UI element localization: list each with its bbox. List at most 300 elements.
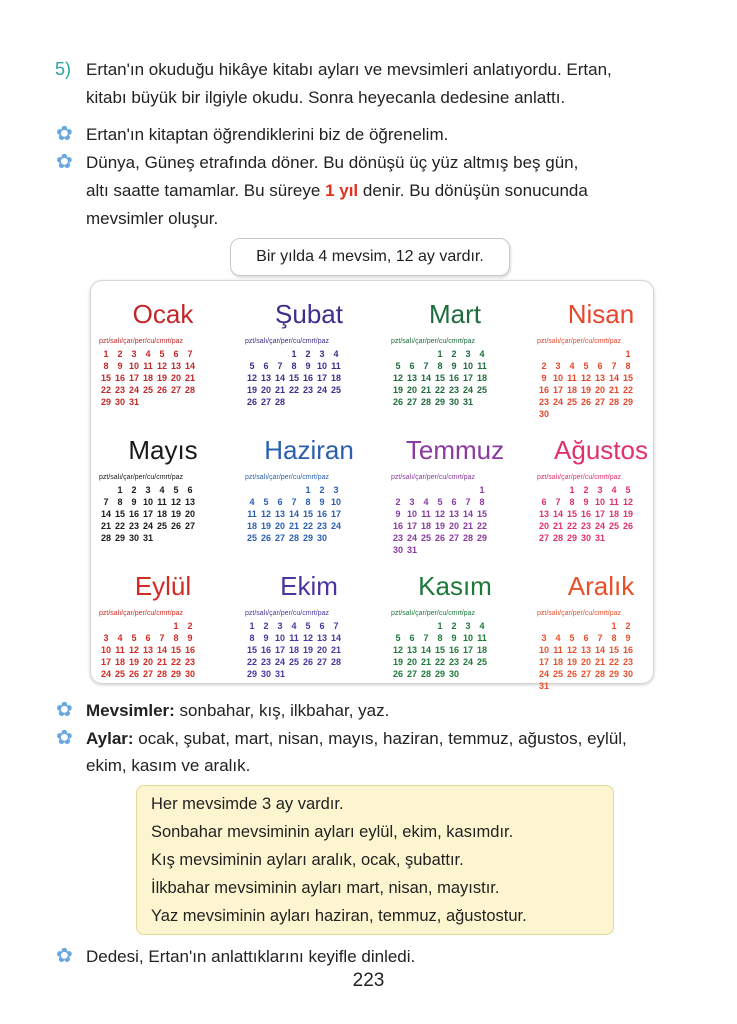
day-cell: 11 — [247, 509, 257, 519]
day-cell: 2 — [395, 497, 401, 507]
day-cell: 29 — [246, 669, 257, 679]
day-cell: 1 — [117, 485, 123, 495]
day-cell: 5 — [583, 361, 589, 371]
seasons-line — [86, 697, 389, 724]
day-cell: 17 — [406, 521, 417, 531]
day-cell: 12 — [392, 373, 403, 383]
day-cell: 25 — [156, 521, 167, 531]
day-cell: 5 — [625, 485, 631, 495]
month-haziran — [245, 431, 373, 544]
day-cell: 16 — [580, 509, 591, 519]
day-cell: 11 — [331, 361, 341, 371]
page-number: 223 — [352, 970, 385, 991]
day-cell: 8 — [249, 633, 255, 643]
empty-cell — [551, 485, 565, 496]
day-cell: 7 — [277, 361, 283, 371]
seasons-text: sonbahar, kış, ilkbahar, yaz. — [174, 701, 390, 720]
day-cell: 11 — [553, 645, 563, 655]
day-cell: 17 — [100, 657, 111, 667]
day-cell: 8 — [611, 633, 617, 643]
day-cell: 19 — [170, 509, 181, 519]
day-cell: 3 — [555, 361, 561, 371]
day-cell: 14 — [608, 373, 619, 383]
day-cell: 24 — [316, 385, 327, 395]
day-cell: 12 — [246, 373, 257, 383]
day-cell: 19 — [580, 385, 591, 395]
day-cell: 23 — [184, 657, 195, 667]
month-ocak — [99, 295, 227, 408]
day-cell: 30 — [184, 669, 195, 679]
day-cell: 5 — [305, 621, 311, 631]
day-cell: 26 — [128, 669, 139, 679]
day-cell: 16 — [114, 373, 125, 383]
day-cell: 4 — [555, 633, 561, 643]
empty-cell — [593, 349, 607, 360]
day-cell: 29 — [434, 397, 445, 407]
day-cell: 21 — [274, 385, 285, 395]
day-cell: 31 — [142, 533, 153, 543]
day-cell: 24 — [330, 521, 341, 531]
day-cell: 26 — [392, 669, 403, 679]
day-cell: 5 — [173, 485, 179, 495]
day-cell: 1 — [625, 349, 631, 359]
day-cell: 23 — [448, 657, 459, 667]
day-cell: 3 — [409, 497, 415, 507]
day-cell: 20 — [260, 385, 271, 395]
day-cell: 4 — [249, 497, 255, 507]
seasons-summary-box — [136, 785, 614, 935]
day-cell: 18 — [114, 657, 125, 667]
day-cell: 5 — [263, 497, 269, 507]
day-cell: 7 — [159, 633, 165, 643]
box-line: Kış mevsiminin ayları aralık, ocak, şubattır. — [151, 851, 464, 869]
day-cell: 10 — [316, 361, 327, 371]
day-cell: 21 — [100, 521, 111, 531]
day-cell: 5 — [159, 349, 165, 359]
day-cell: 20 — [142, 657, 153, 667]
day-cell: 10 — [128, 361, 139, 371]
empty-cell — [273, 349, 287, 360]
weekday-header: pzt/salı/çar/per/cu/cmrt/paz — [99, 338, 184, 345]
day-cell: 9 — [395, 509, 401, 519]
day-cell: 23 — [392, 533, 403, 543]
day-cell: 20 — [406, 385, 417, 395]
intro-line-1: Ertan'ın okuduğu hikâye kitabı ayları ve mevsimleri anlatıyordu. Ertan, — [86, 60, 612, 79]
day-cell: 9 — [131, 497, 137, 507]
empty-cell — [551, 349, 565, 360]
day-cell: 23 — [316, 521, 327, 531]
day-cell: 17 — [552, 385, 563, 395]
day-cell: 13 — [406, 373, 417, 383]
weekday-header: pzt/salı/çar/per/cu/cmrt/paz — [99, 610, 184, 617]
day-cell: 13 — [594, 373, 605, 383]
day-cell: 14 — [288, 509, 299, 519]
day-cell: 1 — [437, 349, 443, 359]
weekday-header: pzt/salı/çar/per/cu/cmrt/paz — [391, 338, 476, 345]
day-cell: 20 — [406, 657, 417, 667]
day-cell: 30 — [114, 397, 125, 407]
day-cell: 9 — [625, 633, 631, 643]
box-line: İlkbahar mevsiminin ayları mart, nisan, mayıstır. — [151, 879, 500, 897]
day-cell: 25 — [330, 385, 341, 395]
day-cell: 16 — [622, 645, 633, 655]
empty-cell — [391, 485, 405, 496]
empty-cell — [287, 485, 301, 496]
empty-cell — [99, 621, 113, 632]
day-cell: 10 — [462, 633, 473, 643]
day-cell: 27 — [274, 533, 285, 543]
day-cell: 2 — [319, 485, 325, 495]
box-line: Her mevsimde 3 ay vardır. — [151, 795, 344, 813]
info-pill: Bir yılda 4 mevsim, 12 ay vardır. — [230, 238, 510, 276]
weekday-header: pzt/salı/çar/per/cu/cmrt/paz — [391, 474, 476, 481]
day-cell: 2 — [187, 621, 193, 631]
day-cell: 16 — [392, 521, 403, 531]
day-cell: 21 — [288, 521, 299, 531]
day-cell: 3 — [103, 633, 109, 643]
day-cell: 18 — [420, 521, 431, 531]
text: altı saatte tamamlar. Bu süreye — [86, 181, 326, 200]
day-cell: 3 — [465, 349, 471, 359]
day-cell: 6 — [409, 361, 415, 371]
day-cell: 29 — [100, 397, 111, 407]
day-cell: 1 — [569, 485, 575, 495]
day-cell: 14 — [594, 645, 605, 655]
day-cell: 11 — [421, 509, 431, 519]
day-cell: 30 — [538, 409, 549, 419]
day-cell: 10 — [594, 497, 605, 507]
day-grid — [391, 485, 519, 556]
day-cell: 25 — [552, 669, 563, 679]
empty-cell — [551, 621, 565, 632]
day-cell: 2 — [263, 621, 269, 631]
day-cell: 15 — [566, 509, 577, 519]
day-cell: 18 — [608, 509, 619, 519]
empty-cell — [113, 621, 127, 632]
day-cell: 3 — [131, 349, 137, 359]
day-cell: 23 — [128, 521, 139, 531]
day-cell: 31 — [462, 397, 473, 407]
day-cell: 25 — [566, 397, 577, 407]
day-cell: 22 — [246, 657, 257, 667]
day-cell: 26 — [170, 521, 181, 531]
day-cell: 9 — [451, 361, 457, 371]
day-cell: 24 — [274, 657, 285, 667]
months-label: Aylar: — [86, 729, 134, 748]
day-cell: 26 — [302, 657, 313, 667]
day-cell: 16 — [448, 645, 459, 655]
day-cell: 8 — [103, 361, 109, 371]
month-aralık — [537, 567, 665, 692]
month-ekim — [245, 567, 373, 680]
day-cell: 14 — [330, 633, 341, 643]
day-cell: 27 — [580, 669, 591, 679]
day-cell: 25 — [608, 521, 619, 531]
flower-bullet-icon: ✿ — [56, 945, 73, 967]
day-grid — [537, 349, 665, 420]
weekday-header: pzt/salı/çar/per/cu/cmrt/paz — [537, 338, 622, 345]
day-cell: 29 — [608, 669, 619, 679]
day-cell: 17 — [538, 657, 549, 667]
empty-cell — [245, 349, 259, 360]
day-cell: 30 — [448, 669, 459, 679]
day-cell: 12 — [580, 373, 591, 383]
day-cell: 20 — [448, 521, 459, 531]
day-cell: 11 — [143, 361, 153, 371]
day-cell: 18 — [330, 373, 341, 383]
day-cell: 29 — [476, 533, 487, 543]
day-cell: 26 — [580, 397, 591, 407]
day-cell: 13 — [538, 509, 549, 519]
day-cell: 9 — [583, 497, 589, 507]
day-cell: 3 — [541, 633, 547, 643]
day-grid — [245, 621, 373, 680]
day-cell: 9 — [187, 633, 193, 643]
empty-cell — [99, 485, 113, 496]
day-cell: 5 — [395, 633, 401, 643]
day-cell: 1 — [291, 349, 297, 359]
day-cell: 8 — [437, 361, 443, 371]
day-cell: 7 — [423, 361, 429, 371]
day-cell: 27 — [142, 669, 153, 679]
day-cell: 5 — [131, 633, 137, 643]
months-line — [86, 725, 627, 752]
day-cell: 8 — [479, 497, 485, 507]
day-cell: 23 — [580, 521, 591, 531]
weekday-header: pzt/salı/çar/per/cu/cmrt/paz — [537, 474, 622, 481]
day-cell: 6 — [319, 621, 325, 631]
day-cell: 23 — [114, 385, 125, 395]
day-cell: 28 — [420, 669, 431, 679]
day-cell: 27 — [448, 533, 459, 543]
day-cell: 27 — [260, 397, 271, 407]
day-cell: 20 — [538, 521, 549, 531]
flower-bullet-icon: ✿ — [56, 151, 73, 173]
day-cell: 18 — [288, 645, 299, 655]
day-cell: 19 — [392, 657, 403, 667]
day-cell: 5 — [395, 361, 401, 371]
day-cell: 31 — [538, 681, 549, 691]
day-cell: 21 — [330, 645, 341, 655]
day-cell: 6 — [187, 485, 193, 495]
day-cell: 25 — [142, 385, 153, 395]
intro-line-2: kitabı büyük bir ilgiyle okudu. Sonra heyecanla dedesine anlattı. — [86, 88, 566, 107]
day-cell: 10 — [406, 509, 417, 519]
day-cell: 31 — [594, 533, 605, 543]
day-cell: 1 — [103, 349, 109, 359]
day-cell: 31 — [128, 397, 139, 407]
empty-cell — [537, 485, 551, 496]
day-cell: 31 — [406, 545, 417, 555]
day-cell: 30 — [260, 669, 271, 679]
day-cell: 25 — [246, 533, 257, 543]
day-cell: 12 — [128, 645, 139, 655]
empty-cell — [419, 485, 433, 496]
day-cell: 6 — [277, 497, 283, 507]
year-calendar — [90, 280, 654, 691]
day-cell: 13 — [184, 497, 195, 507]
day-cell: 25 — [114, 669, 125, 679]
day-cell: 14 — [462, 509, 473, 519]
day-cell: 14 — [100, 509, 111, 519]
flower-bullet-icon: ✿ — [56, 727, 73, 749]
day-cell: 7 — [611, 361, 617, 371]
day-cell: 10 — [274, 633, 285, 643]
question-number: 5) — [55, 59, 72, 79]
month-name: Kasım — [418, 571, 492, 601]
day-cell: 26 — [156, 385, 167, 395]
day-cell: 5 — [249, 361, 255, 371]
empty-cell — [405, 349, 419, 360]
day-cell: 6 — [597, 361, 603, 371]
empty-cell — [565, 621, 579, 632]
day-cell: 22 — [100, 385, 111, 395]
empty-cell — [537, 349, 551, 360]
empty-cell — [405, 485, 419, 496]
day-cell: 6 — [409, 633, 415, 643]
month-name: Nisan — [567, 299, 635, 329]
day-cell: 15 — [476, 509, 487, 519]
flower-bullet-icon: ✿ — [56, 123, 73, 145]
day-cell: 21 — [462, 521, 473, 531]
day-cell: 3 — [465, 621, 471, 631]
day-cell: 27 — [594, 397, 605, 407]
day-cell: 26 — [566, 669, 577, 679]
empty-cell — [155, 621, 169, 632]
day-cell: 22 — [434, 657, 445, 667]
day-cell: 17 — [128, 373, 139, 383]
day-cell: 11 — [115, 645, 125, 655]
day-cell: 15 — [246, 645, 257, 655]
day-cell: 10 — [142, 497, 153, 507]
day-cell: 10 — [552, 373, 563, 383]
weekday-header: pzt/salı/çar/per/cu/cmrt/paz — [99, 474, 184, 481]
day-cell: 14 — [552, 509, 563, 519]
day-cell: 1 — [437, 621, 443, 631]
day-cell: 24 — [462, 657, 473, 667]
day-cell: 15 — [170, 645, 181, 655]
day-cell: 20 — [594, 385, 605, 395]
day-cell: 28 — [462, 533, 473, 543]
day-cell: 2 — [451, 349, 457, 359]
day-cell: 4 — [333, 349, 339, 359]
day-cell: 14 — [420, 373, 431, 383]
day-cell: 3 — [597, 485, 603, 495]
empty-cell — [127, 621, 141, 632]
day-cell: 17 — [274, 645, 285, 655]
day-cell: 26 — [622, 521, 633, 531]
day-cell: 28 — [420, 397, 431, 407]
day-cell: 29 — [566, 533, 577, 543]
day-cell: 2 — [305, 349, 311, 359]
day-cell: 8 — [117, 497, 123, 507]
day-cell: 4 — [423, 497, 429, 507]
empty-cell — [391, 621, 405, 632]
day-cell: 7 — [103, 497, 109, 507]
day-cell: 21 — [420, 657, 431, 667]
day-cell: 27 — [170, 385, 181, 395]
highlight-1-yil: 1 yıl — [325, 181, 359, 200]
day-cell: 21 — [552, 521, 563, 531]
day-cell: 27 — [184, 521, 195, 531]
day-cell: 25 — [476, 657, 487, 667]
day-cell: 8 — [291, 361, 297, 371]
day-cell: 12 — [392, 645, 403, 655]
day-cell: 22 — [170, 657, 181, 667]
weekday-header: pzt/salı/çar/per/cu/cmrt/paz — [245, 610, 330, 617]
day-cell: 19 — [566, 657, 577, 667]
day-cell: 30 — [316, 533, 327, 543]
day-cell: 21 — [608, 385, 619, 395]
day-cell: 23 — [448, 385, 459, 395]
day-cell: 17 — [316, 373, 327, 383]
empty-cell — [579, 621, 593, 632]
day-cell: 17 — [462, 373, 473, 383]
day-cell: 4 — [145, 349, 151, 359]
empty-cell — [141, 621, 155, 632]
day-cell: 18 — [156, 509, 167, 519]
empty-cell — [273, 485, 287, 496]
day-cell: 18 — [476, 373, 487, 383]
empty-cell — [245, 485, 259, 496]
day-cell: 15 — [302, 509, 313, 519]
day-cell: 30 — [580, 533, 591, 543]
day-cell: 15 — [608, 645, 619, 655]
day-cell: 20 — [580, 657, 591, 667]
day-grid — [537, 485, 665, 544]
day-cell: 25 — [288, 657, 299, 667]
bullet-2-line-2 — [86, 177, 588, 204]
day-cell: 4 — [479, 621, 485, 631]
day-cell: 11 — [477, 361, 487, 371]
day-cell: 15 — [288, 373, 299, 383]
day-cell: 6 — [145, 633, 151, 643]
month-mayıs — [99, 431, 227, 544]
month-eylül — [99, 567, 227, 680]
day-grid — [99, 621, 227, 680]
bullet-2-line-3: mevsimler oluşur. — [86, 209, 219, 228]
day-cell: 20 — [316, 645, 327, 655]
month-name: Ocak — [132, 299, 194, 329]
day-cell: 24 — [552, 397, 563, 407]
day-cell: 24 — [462, 385, 473, 395]
closing-line: Dedesi, Ertan'ın anlattıklarını keyifle dinledi. — [86, 947, 416, 966]
day-cell: 22 — [608, 657, 619, 667]
seasons-label: Mevsimler: — [86, 701, 175, 720]
day-cell: 21 — [184, 373, 195, 383]
day-cell: 11 — [567, 373, 577, 383]
day-cell: 16 — [302, 373, 313, 383]
day-cell: 27 — [406, 669, 417, 679]
day-cell: 20 — [184, 509, 195, 519]
day-cell: 30 — [392, 545, 403, 555]
empty-cell — [391, 349, 405, 360]
day-cell: 19 — [128, 657, 139, 667]
day-cell: 6 — [541, 497, 547, 507]
day-cell: 10 — [462, 361, 473, 371]
day-cell: 4 — [569, 361, 575, 371]
day-cell: 28 — [552, 533, 563, 543]
weekday-header: pzt/salı/çar/per/cu/cmrt/paz — [245, 474, 330, 481]
day-cell: 12 — [622, 497, 633, 507]
flower-bullet-icon: ✿ — [56, 699, 73, 721]
empty-cell — [447, 485, 461, 496]
month-name: Mart — [429, 299, 481, 329]
month-temmuz — [391, 431, 519, 556]
empty-cell — [419, 349, 433, 360]
day-cell: 9 — [451, 633, 457, 643]
day-cell: 2 — [451, 621, 457, 631]
